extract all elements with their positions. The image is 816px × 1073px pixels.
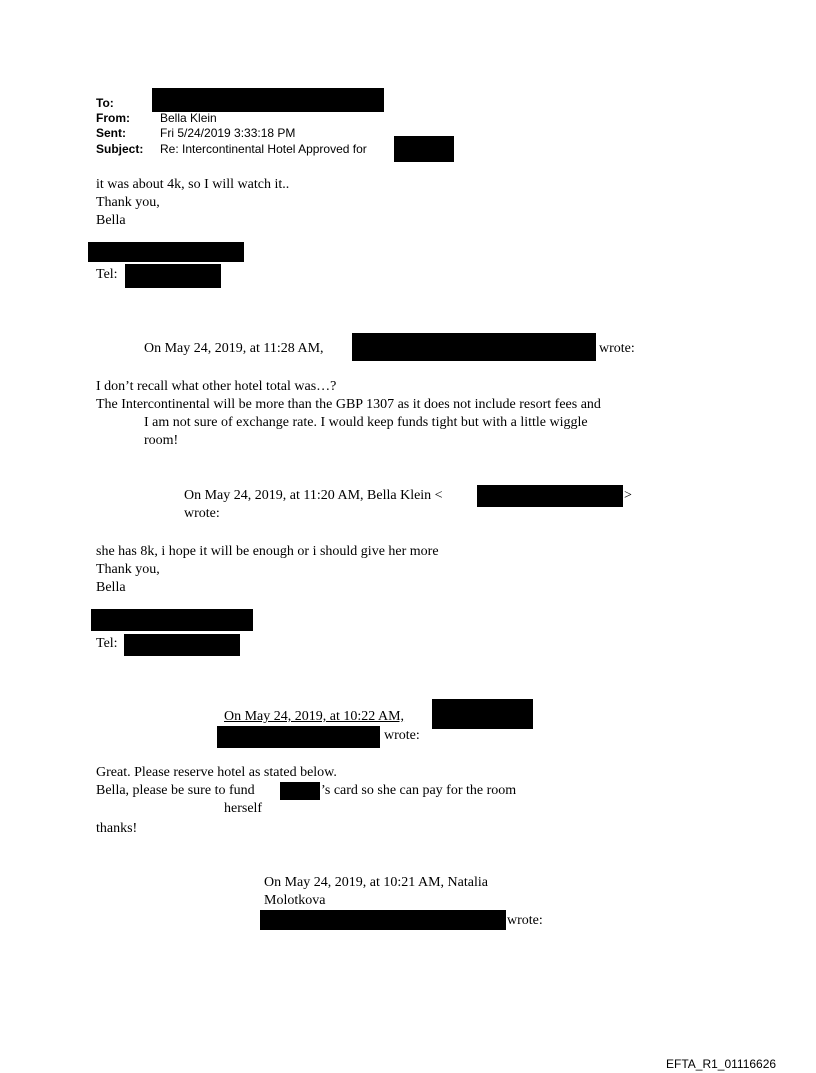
quote1-line-1: I don’t recall what other hotel total was…? [96, 379, 337, 394]
quote2-line-2: Thank you, [96, 562, 160, 577]
redaction-quote1-sender [352, 333, 596, 361]
from-label: From: [96, 111, 130, 125]
from-value: Bella Klein [160, 111, 217, 125]
quote3-attribution: On May 24, 2019, at 10:22 AM, [224, 709, 405, 724]
redaction-tel-2 [124, 634, 240, 656]
redaction-quote3-email [217, 726, 380, 748]
msg1-line-1: it was about 4k, so I will watch it.. [96, 177, 290, 192]
quote3-line-3: herself [224, 801, 263, 816]
redaction-tel-1 [125, 264, 221, 288]
sent-row [96, 126, 295, 141]
to-label: To: [96, 96, 114, 110]
quote3-line-1: Great. Please reserve hotel as stated below. [96, 765, 337, 780]
msg1-line-3: Bella [96, 213, 126, 228]
sent-value: Fri 5/24/2019 3:33:18 PM [160, 126, 296, 140]
quote4-wrote: wrote: [507, 913, 543, 928]
subject-row [96, 142, 367, 157]
redaction-signature-1 [88, 242, 244, 262]
quote3-line-4: thanks! [96, 821, 138, 836]
quote4-attribution-line-1: On May 24, 2019, at 10:21 AM, Natalia [264, 875, 488, 890]
redaction-subject [394, 136, 454, 162]
subject-label: Subject: [96, 142, 144, 156]
quote3-line-2a: Bella, please be sure to fund [96, 783, 255, 798]
quote2-tel-label: Tel: [96, 636, 118, 651]
redaction-to [152, 88, 384, 112]
msg1-tel-label: Tel: [96, 267, 118, 282]
quote2-line-3: Bella [96, 580, 126, 595]
quote3-wrote: wrote: [384, 728, 420, 743]
quote4-attribution-line-2: Molotkova [264, 893, 326, 908]
redaction-signature-2 [91, 609, 253, 631]
quote1-attribution: On May 24, 2019, at 11:28 AM, [144, 341, 324, 356]
quote2-attribution: On May 24, 2019, at 11:20 AM, Bella Klein < [184, 488, 443, 503]
redaction-quote3-name [280, 782, 320, 800]
quote1-line-4: room! [144, 433, 179, 448]
msg1-line-2: Thank you, [96, 195, 160, 210]
quote1-line-3: I am not sure of exchange rate. I would keep funds tight but with a little wiggle [144, 415, 588, 430]
from-row [96, 111, 217, 126]
redaction-quote3-sender [432, 699, 533, 729]
redaction-quote2-email [477, 485, 623, 507]
quote1-line-2: The Intercontinental will be more than the GBP 1307 as it does not include resort fees and [96, 397, 601, 412]
quote2-wrote: wrote: [184, 506, 220, 521]
document-id: EFTA_R1_01116626 [666, 1057, 777, 1071]
quote2-line-1: she has 8k, i hope it will be enough or i should give her more [96, 544, 439, 559]
sent-label: Sent: [96, 126, 126, 140]
quote3-line-2b: ’s card so she can pay for the room [321, 783, 517, 798]
quote2-attribution-close: > [624, 488, 632, 503]
redaction-quote4-email [260, 910, 506, 930]
subject-value: Re: Intercontinental Hotel Approved for [160, 142, 367, 156]
quote1-wrote: wrote: [599, 341, 635, 356]
